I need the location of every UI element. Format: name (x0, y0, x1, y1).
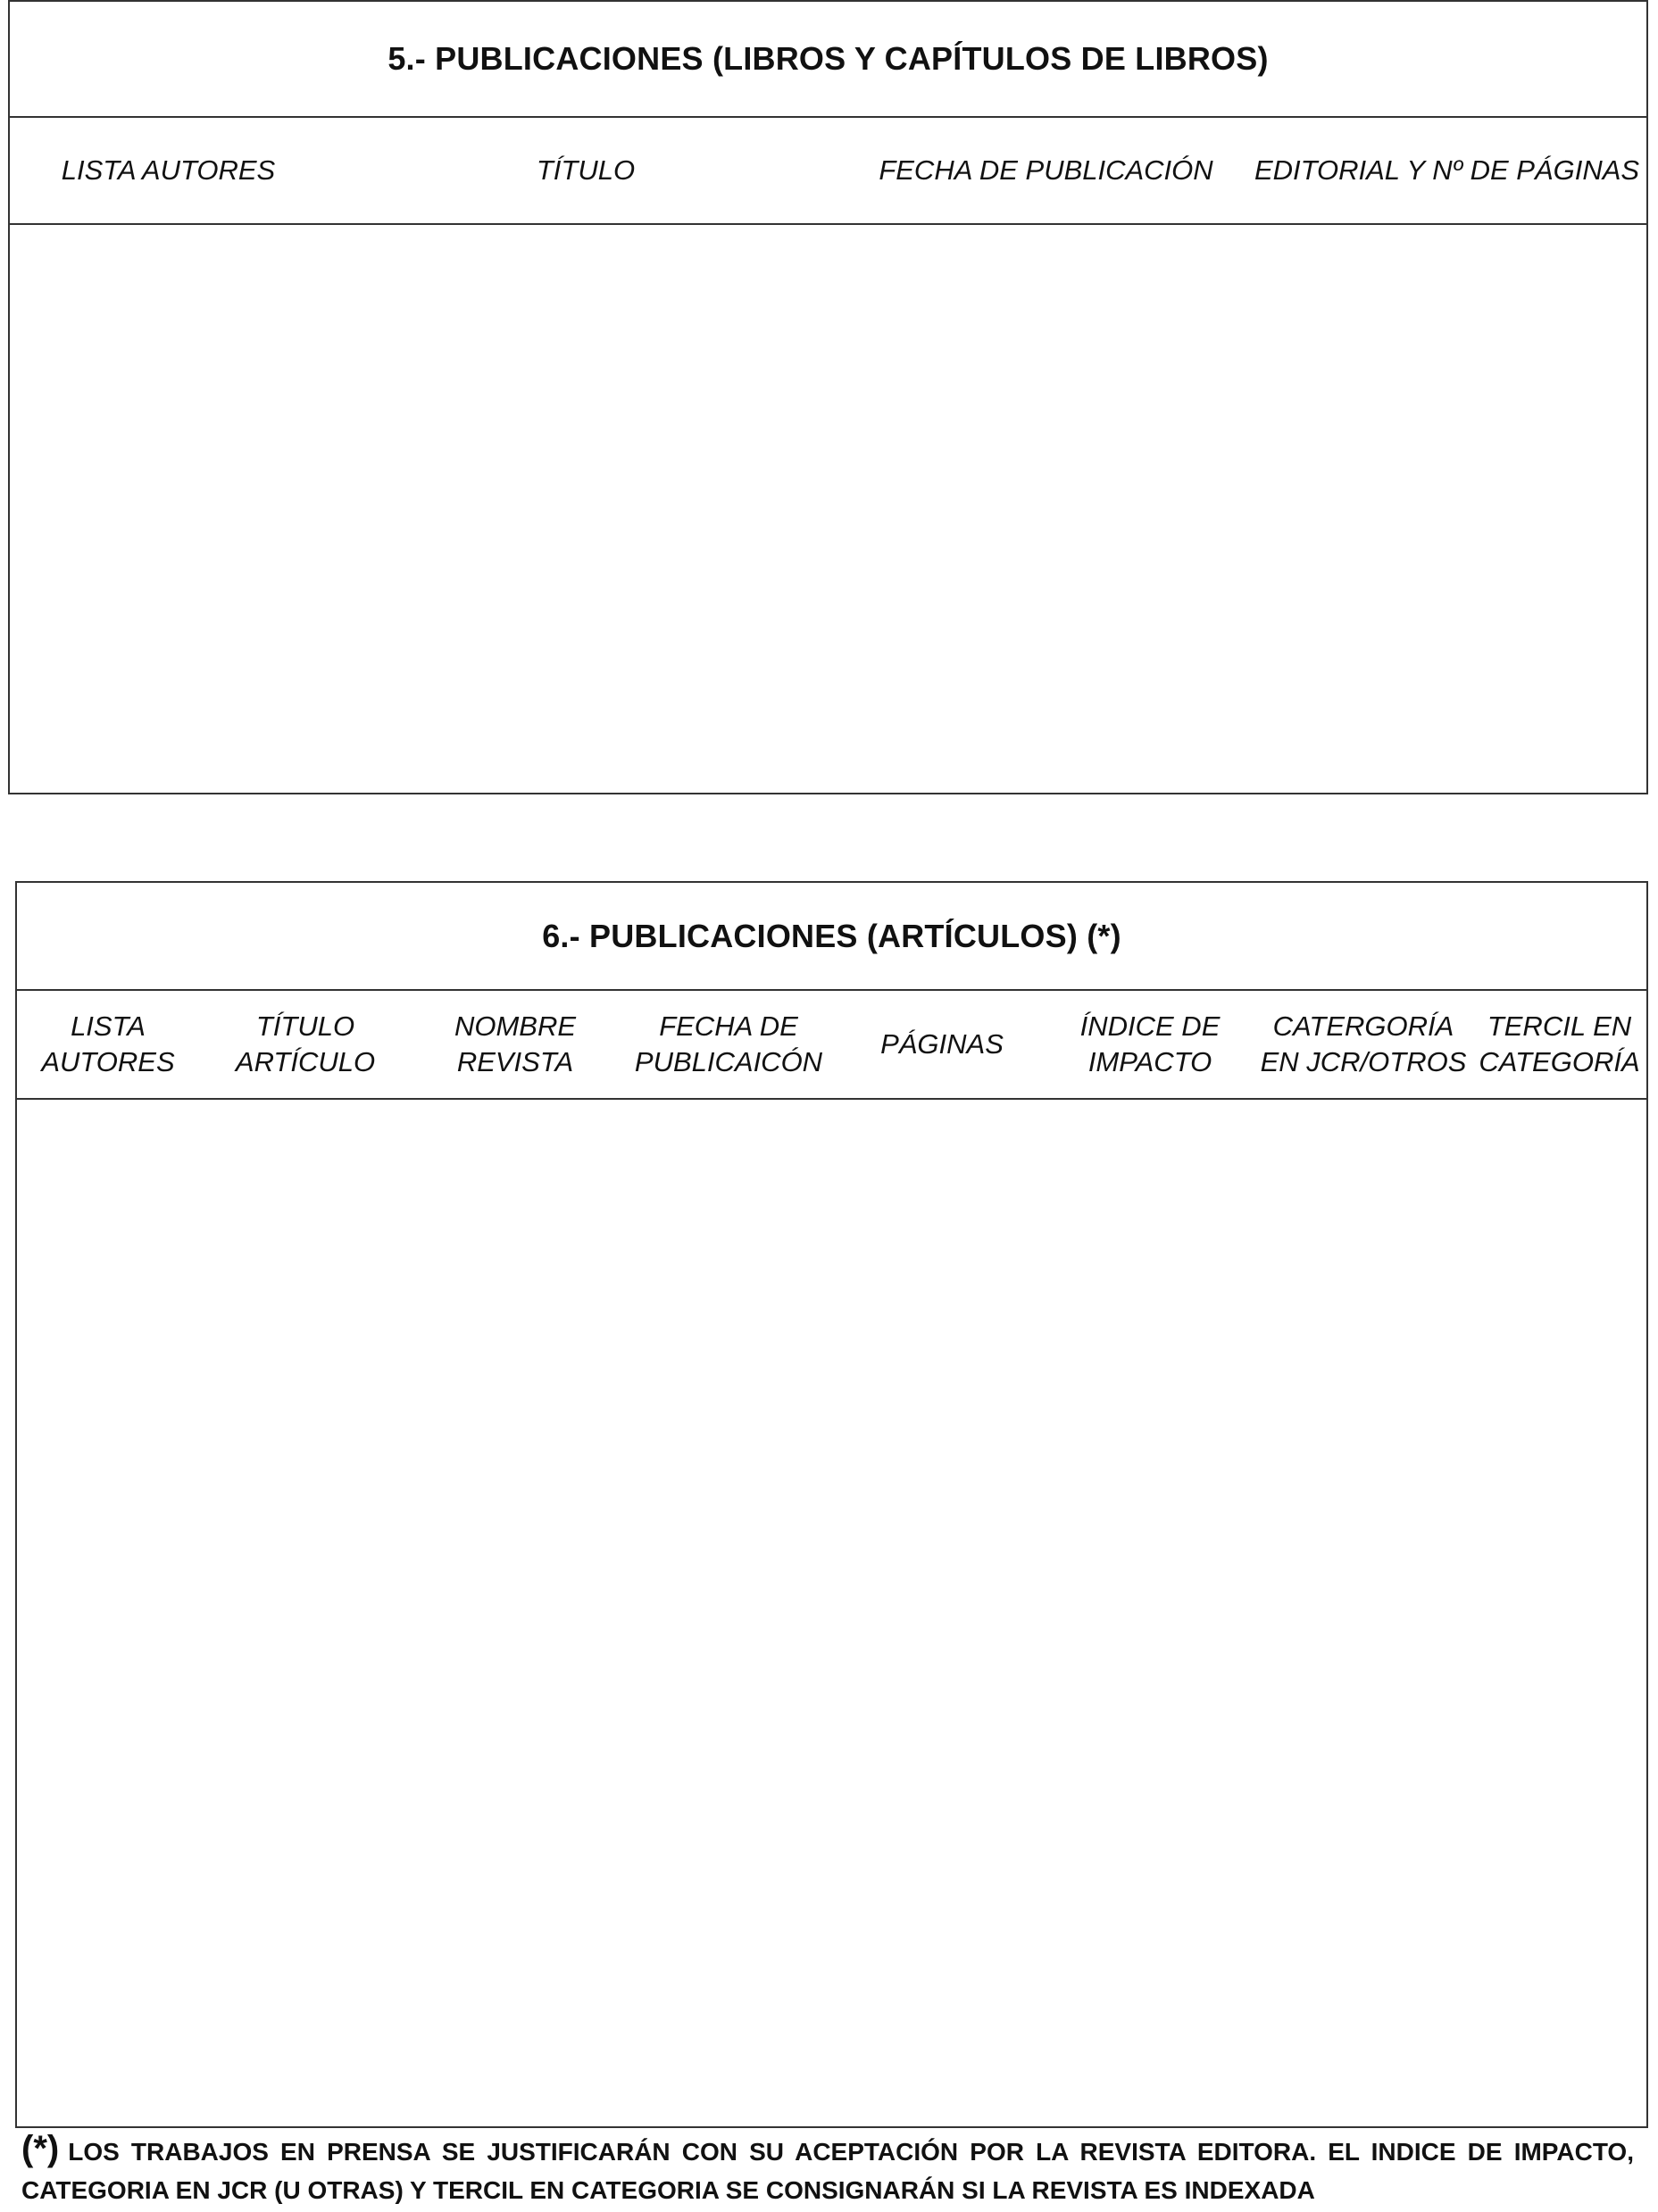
header-fecha-publicacion: FECHA DE PUBLICACIÓN (879, 154, 1213, 186)
section-5-title: 5.- PUBLICACIONES (LIBROS Y CAPÍTULOS DE LIBROS) (10, 2, 1646, 118)
header-indice-impacto: ÍNDICE DE IMPACTO (1079, 1010, 1221, 1077)
header-fecha-publicacion: FECHA DE PUBLICAICÓN (634, 1010, 823, 1077)
section-5-books-table (8, 0, 1648, 794)
footnote-marker: (*) (21, 2129, 60, 2168)
header-nombre-revista: NOMBRE REVISTA (454, 1010, 577, 1077)
section-6-header-row (17, 991, 1646, 1100)
header-titulo: TÍTULO (536, 154, 636, 186)
header-paginas: PÁGINAS (880, 1028, 1004, 1060)
section-6-articles-table (15, 881, 1648, 2128)
section-5-header-row (10, 118, 1646, 225)
header-lista-autores: LISTA AUTORES (41, 1010, 175, 1077)
footnote-text: LOS TRABAJOS EN PRENSA SE JUSTIFICARÁN CON SU ACEPTACIÓN POR LA REVISTA EDITORA. EL INDICE DE IMPACTO, CATEGORIA EN JCR (U OTRAS) Y TERCIL EN CATEGORIA SE CONSIGNARÁN SI LA REVISTA ES INDEXADA (21, 2138, 1634, 2204)
header-titulo-articulo: TÍTULO ARTÍCULO (235, 1010, 376, 1077)
section-6-title: 6.- PUBLICACIONES (ARTÍCULOS) (*) (17, 883, 1646, 991)
header-lista-autores: LISTA AUTORES (61, 154, 276, 186)
header-editorial-paginas: EDITORIAL Y Nº DE PÁGINAS (1254, 154, 1640, 186)
header-categoria-jcr: CATERGORÍA EN JCR/OTROS (1260, 1010, 1467, 1077)
header-tercil-categoria: TERCIL EN CATEGORÍA (1479, 1010, 1640, 1077)
footnote (21, 2130, 1634, 2209)
